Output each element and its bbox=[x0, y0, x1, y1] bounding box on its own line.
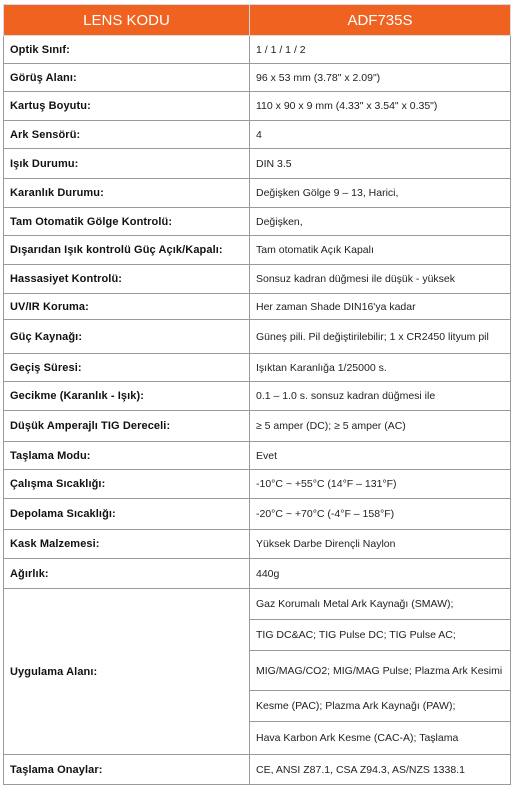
spec-value: Sonsuz kadran düğmesi ile düşük - yüksek bbox=[250, 265, 511, 294]
spec-label: Geçiş Süresi: bbox=[4, 354, 250, 382]
table-row bbox=[4, 208, 511, 236]
table-row bbox=[4, 179, 511, 208]
spec-table bbox=[3, 4, 511, 785]
table-row bbox=[4, 320, 511, 354]
spec-value: ≥ 5 amper (DC); ≥ 5 amper (AC) bbox=[250, 411, 511, 442]
spec-label: Dışarıdan Işık kontrolü Güç Açık/Kapalı: bbox=[4, 236, 250, 265]
application-item: Hava Karbon Ark Kesme (CAC-A); Taşlama bbox=[250, 722, 511, 755]
table-row bbox=[4, 36, 511, 64]
spec-value: Işıktan Karanlığa 1/25000 s. bbox=[250, 354, 511, 382]
spec-label: Kartuş Boyutu: bbox=[4, 92, 250, 121]
table-row bbox=[4, 64, 511, 92]
application-label: Uygulama Alanı: bbox=[4, 589, 250, 755]
spec-label: Gecikme (Karanlık - Işık): bbox=[4, 382, 250, 411]
application-item: MIG/MAG/CO2; MIG/MAG Pulse; Plazma Ark Kesimi bbox=[250, 651, 511, 691]
spec-value: 440g bbox=[250, 559, 511, 589]
table-row bbox=[4, 294, 511, 320]
spec-value: 96 x 53 mm (3.78" x 2.09") bbox=[250, 64, 511, 92]
spec-label: Optik Sınıf: bbox=[4, 36, 250, 64]
table-row bbox=[4, 530, 511, 559]
spec-value: Değişken, bbox=[250, 208, 511, 236]
spec-label: Düşük Amperajlı TIG Dereceli: bbox=[4, 411, 250, 442]
table-row bbox=[4, 411, 511, 442]
application-item: Gaz Korumalı Metal Ark Kaynağı (SMAW); bbox=[250, 589, 511, 620]
application-item: TIG DC&AC; TIG Pulse DC; TIG Pulse AC; bbox=[250, 620, 511, 651]
application-item: Kesme (PAC); Plazma Ark Kaynağı (PAW); bbox=[250, 691, 511, 722]
table-row bbox=[4, 442, 511, 470]
table-row bbox=[4, 121, 511, 149]
spec-value: 0.1 – 1.0 s. sonsuz kadran düğmesi ile bbox=[250, 382, 511, 411]
spec-label: Depolama Sıcaklığı: bbox=[4, 499, 250, 530]
spec-label: Görüş Alanı: bbox=[4, 64, 250, 92]
table-row bbox=[4, 149, 511, 179]
spec-label: Çalışma Sıcaklığı: bbox=[4, 470, 250, 499]
spec-value: -20°C ~ +70°C (-4°F – 158°F) bbox=[250, 499, 511, 530]
table-row bbox=[4, 92, 511, 121]
spec-value: Yüksek Darbe Dirençli Naylon bbox=[250, 530, 511, 559]
spec-value: Tam otomatik Açık Kapalı bbox=[250, 236, 511, 265]
spec-value: Evet bbox=[250, 442, 511, 470]
table-header-row bbox=[4, 5, 511, 36]
spec-label: Taşlama Modu: bbox=[4, 442, 250, 470]
spec-label: Ark Sensörü: bbox=[4, 121, 250, 149]
spec-value: 1 / 1 / 1 / 2 bbox=[250, 36, 511, 64]
spec-value: DIN 3.5 bbox=[250, 149, 511, 179]
spec-value: Güneş pili. Pil değiştirilebilir; 1 x CR2450 lityum pil bbox=[250, 320, 511, 354]
header-lens-code: LENS KODU bbox=[4, 5, 250, 36]
spec-label: Hassasiyet Kontrolü: bbox=[4, 265, 250, 294]
spec-value: -10°C ~ +55°C (14°F – 131°F) bbox=[250, 470, 511, 499]
approvals-label: Taşlama Onaylar: bbox=[4, 755, 250, 785]
spec-label: Kask Malzemesi: bbox=[4, 530, 250, 559]
table-row bbox=[4, 236, 511, 265]
table-row bbox=[4, 354, 511, 382]
spec-label: Karanlık Durumu: bbox=[4, 179, 250, 208]
spec-label: Güç Kaynağı: bbox=[4, 320, 250, 354]
spec-label: Işık Durumu: bbox=[4, 149, 250, 179]
table-row bbox=[4, 499, 511, 530]
header-model: ADF735S bbox=[250, 5, 511, 36]
table-row bbox=[4, 382, 511, 411]
spec-value: Her zaman Shade DIN16'ya kadar bbox=[250, 294, 511, 320]
spec-value: 110 x 90 x 9 mm (4.33" x 3.54" x 0.35") bbox=[250, 92, 511, 121]
table-row bbox=[4, 265, 511, 294]
approvals-row bbox=[4, 755, 511, 785]
spec-label: Ağırlık: bbox=[4, 559, 250, 589]
spec-label: Tam Otomatik Gölge Kontrolü: bbox=[4, 208, 250, 236]
approvals-value: CE, ANSI Z87.1, CSA Z94.3, AS/NZS 1338.1 bbox=[250, 755, 511, 785]
table-row bbox=[4, 559, 511, 589]
table-row bbox=[4, 470, 511, 499]
spec-value: Değişken Gölge 9 – 13, Harici, bbox=[250, 179, 511, 208]
spec-value: 4 bbox=[250, 121, 511, 149]
application-row bbox=[4, 589, 511, 620]
spec-label: UV/IR Koruma: bbox=[4, 294, 250, 320]
